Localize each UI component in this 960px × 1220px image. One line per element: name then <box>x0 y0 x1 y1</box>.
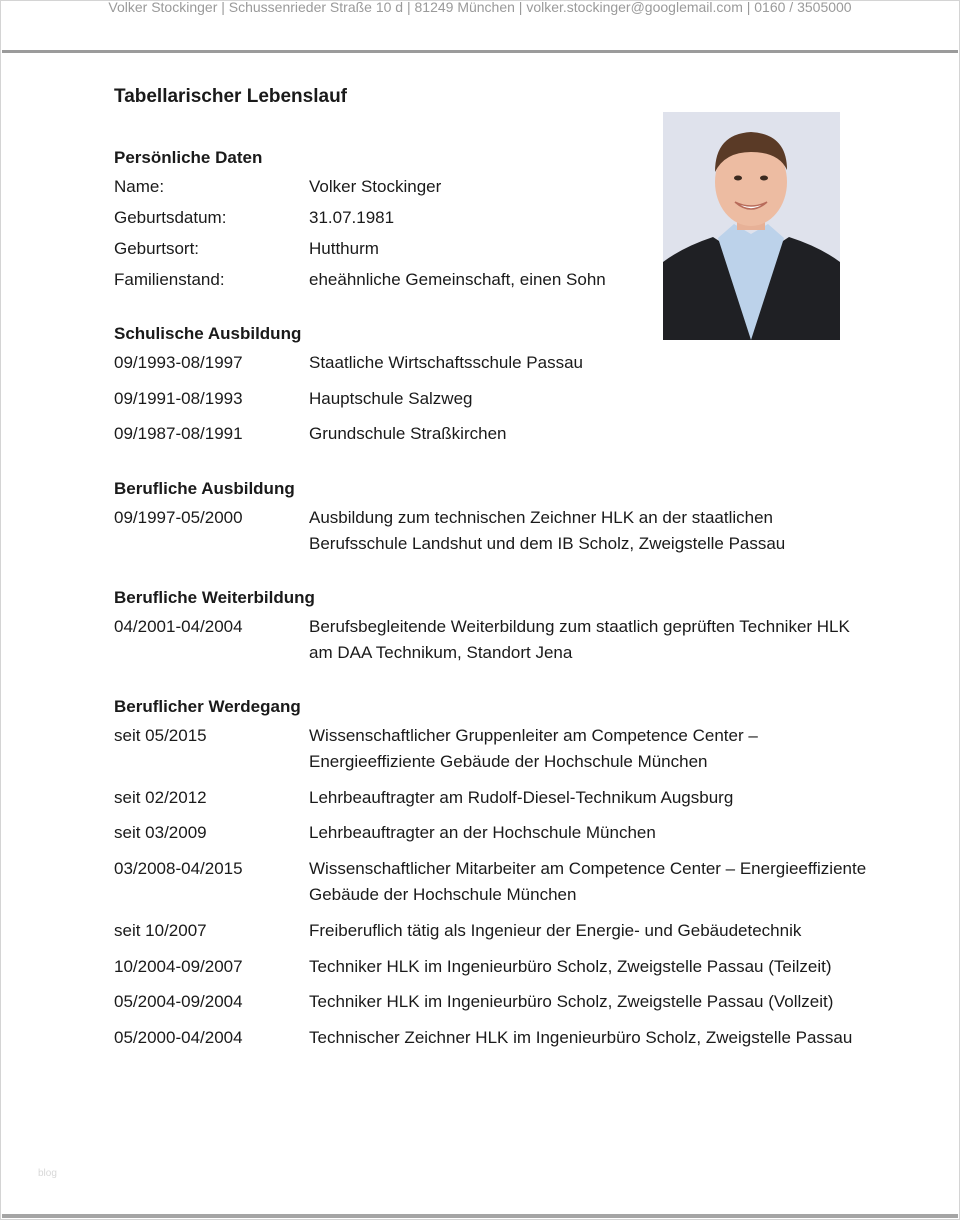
header-contact-line: Volker Stockinger | Schussenrieder Straße 10 d | 81249 München | volker.stockinger@googlemail.com | 0160 / 3505000 <box>108 0 852 15</box>
section-heading-vocational: Berufliche Ausbildung <box>114 479 295 498</box>
row-label: 05/2000-04/2004 <box>114 1028 243 1047</box>
row-value: Wissenschaftlicher Gruppenleiter am Competence Center – Energieeffiziente Gebäude der Hochschule München <box>309 726 758 771</box>
row-label: 09/1991-08/1993 <box>114 389 243 408</box>
row-label: 09/1993-08/1997 <box>114 353 243 372</box>
row-value: Techniker HLK im Ingenieurbüro Scholz, Zweigstelle Passau (Teilzeit) <box>309 957 832 976</box>
section-heading-further: Berufliche Weiterbildung <box>114 588 315 607</box>
row-label: Geburtsdatum: <box>114 208 227 227</box>
page-title: Tabellarischer Lebenslauf <box>114 86 348 107</box>
header-divider <box>2 50 958 53</box>
row-label: seit 10/2007 <box>114 921 207 940</box>
row-value: Grundschule Straßkirchen <box>309 424 507 443</box>
row-value: Hutthurm <box>309 239 379 258</box>
row-value: Volker Stockinger <box>309 177 442 196</box>
row-value: Lehrbeauftragter an der Hochschule München <box>309 823 656 842</box>
row-label: Name: <box>114 177 165 196</box>
row-label: seit 05/2015 <box>114 726 207 745</box>
row-value: Lehrbeauftragter am Rudolf-Diesel-Technikum Augsburg <box>309 788 734 807</box>
section-heading-school: Schulische Ausbildung <box>114 324 302 343</box>
row-label: seit 02/2012 <box>114 788 207 807</box>
row-label: 09/1987-08/1991 <box>114 424 243 443</box>
row-label: 10/2004-09/2007 <box>114 957 243 976</box>
row-value: Staatliche Wirtschaftsschule Passau <box>309 353 584 372</box>
row-value: Hauptschule Salzweg <box>309 389 473 408</box>
row-label: 05/2004-09/2004 <box>114 992 243 1011</box>
row-label: 03/2008-04/2015 <box>114 859 243 878</box>
row-label: 04/2001-04/2004 <box>114 617 243 636</box>
watermark-text: blog <box>38 1168 57 1179</box>
row-value: Technischer Zeichner HLK im Ingenieurbüro Scholz, Zweigstelle Passau <box>309 1028 853 1047</box>
section-heading-personal: Persönliche Daten <box>114 148 263 167</box>
row-value: Freiberuflich tätig als Ingenieur der Energie- und Gebäudetechnik <box>309 921 802 940</box>
footer-divider <box>2 1214 958 1218</box>
row-value: Wissenschaftlicher Mitarbeiter am Competence Center – Energieeffiziente Gebäude der Hochschule München <box>309 859 867 904</box>
row-value: Ausbildung zum technischen Zeichner HLK an der staatlichen Berufsschule Landshut und dem IB Scholz, Zweigstelle Passau <box>309 508 786 553</box>
row-value: Techniker HLK im Ingenieurbüro Scholz, Zweigstelle Passau (Vollzeit) <box>309 992 834 1011</box>
section-heading-career: Beruflicher Werdegang <box>114 697 301 716</box>
row-value: eheähnliche Gemeinschaft, einen Sohn <box>309 270 606 289</box>
row-value: Berufsbegleitende Weiterbildung zum staatlich geprüften Techniker HLK am DAA Technikum, Standort Jena <box>309 617 850 662</box>
row-label: 09/1997-05/2000 <box>114 508 243 527</box>
row-label: Geburtsort: <box>114 239 200 258</box>
row-value: 31.07.1981 <box>309 208 395 227</box>
row-label: Familienstand: <box>114 270 225 289</box>
row-label: seit 03/2009 <box>114 823 207 842</box>
